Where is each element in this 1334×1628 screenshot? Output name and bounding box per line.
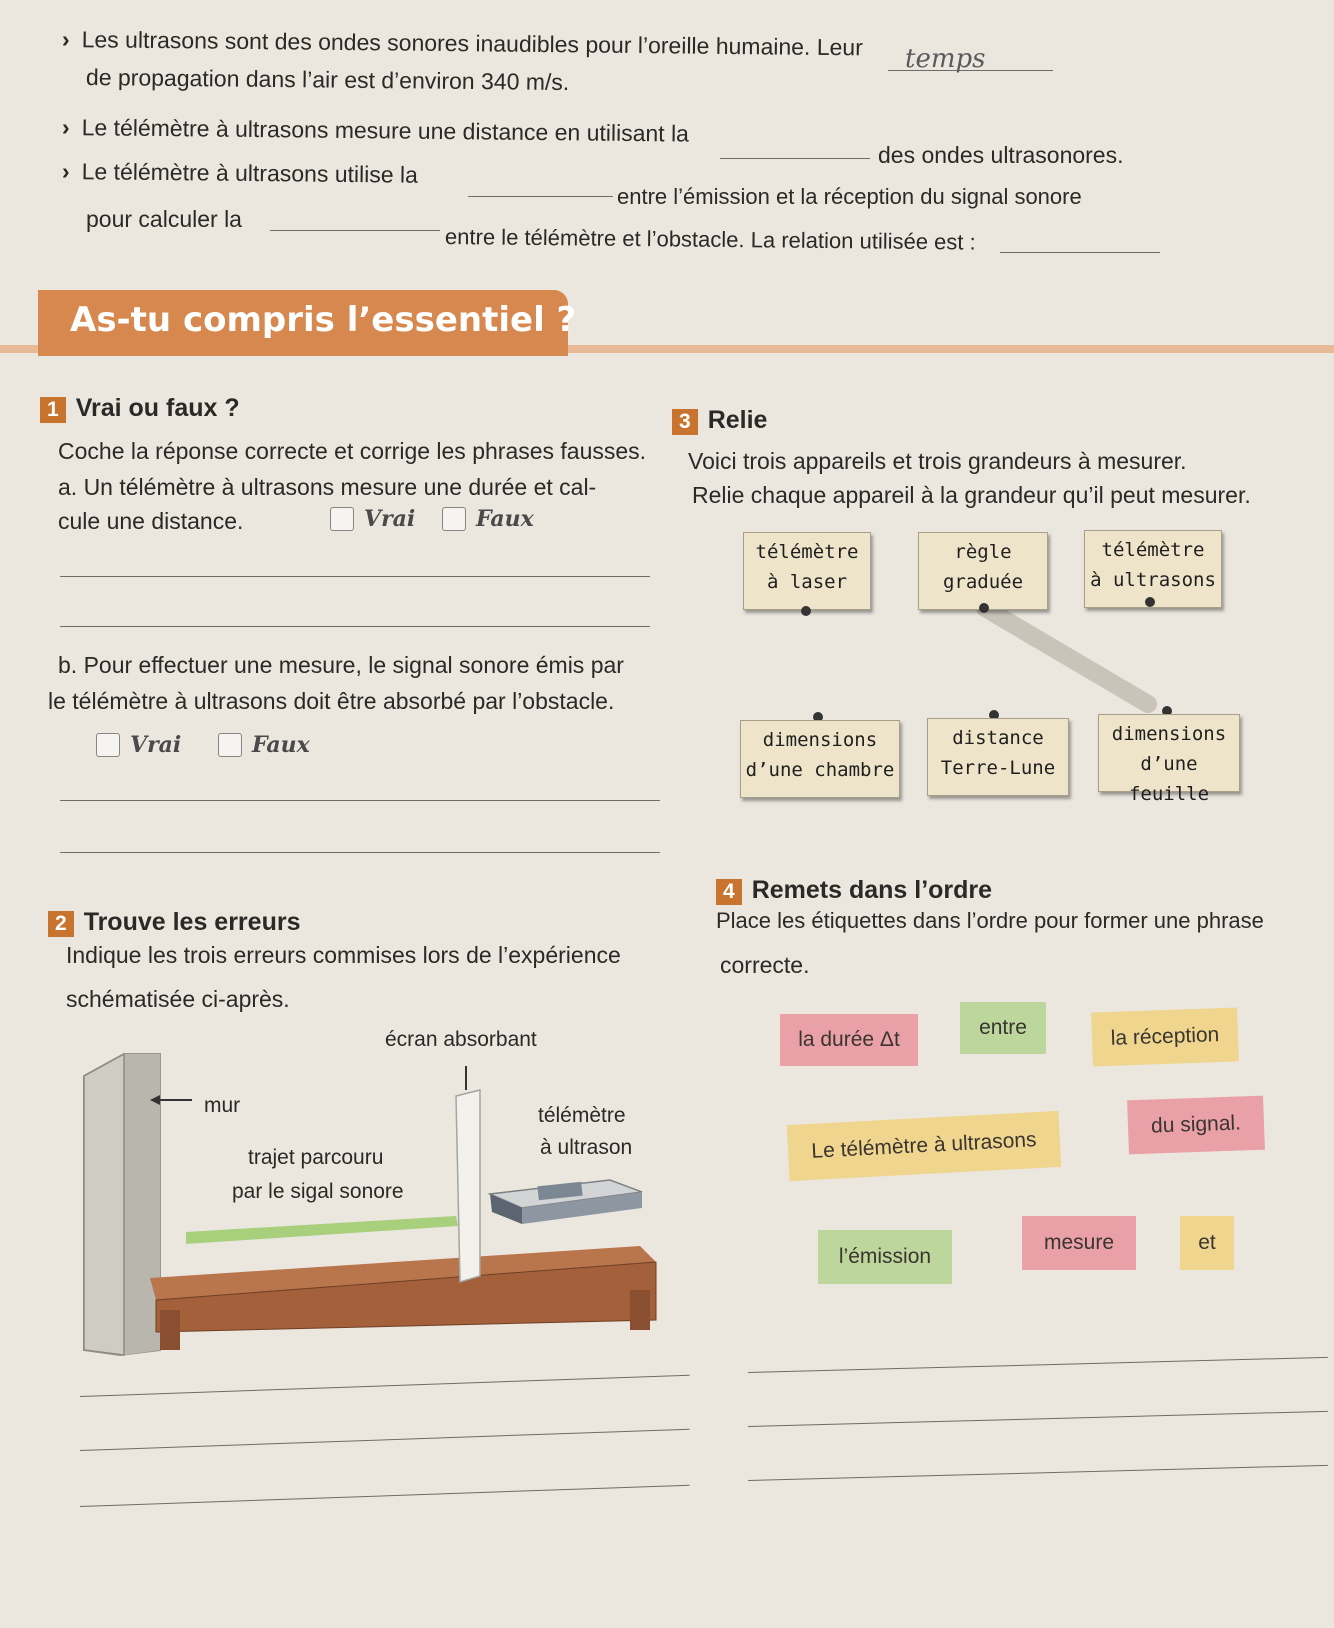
answer-line-ex4-3[interactable] xyxy=(748,1465,1328,1481)
intro-text: Le télémètre à ultrasons mesure une distance en utilisant la xyxy=(81,114,690,147)
ex1-title-text: Vrai ou faux ? xyxy=(75,394,240,422)
quantity-card-chambre[interactable] xyxy=(740,720,900,798)
card-line: à ultrasons xyxy=(1090,569,1216,591)
handwritten-answer: temps xyxy=(905,44,986,74)
card-line: graduée xyxy=(942,571,1024,593)
tag-du-signal[interactable]: du signal. xyxy=(1127,1096,1265,1155)
device-card-regle[interactable] xyxy=(918,532,1048,610)
ex2-instr-1: Indique les trois erreurs commises lors de l’expérience xyxy=(66,942,621,968)
label-trajet-1: trajet parcouru xyxy=(248,1146,384,1169)
answer-line-b1[interactable] xyxy=(60,800,660,801)
vrai-label: Vrai xyxy=(130,732,182,758)
tag-et[interactable]: et xyxy=(1180,1216,1234,1270)
card-line: distance xyxy=(952,727,1044,749)
ex4-title xyxy=(716,876,992,905)
ex1-a-line1: a. Un télémètre à ultrasons mesure une durée et cal- xyxy=(58,474,597,500)
ex1-b-line2: le télémètre à ultrasons doit être absorbé par l’obstacle. xyxy=(48,688,615,714)
ex4-number: 4 xyxy=(716,879,742,905)
label-telemetre-1: télémètre xyxy=(538,1104,626,1127)
intro-text: Le télémètre à ultrasons utilise la xyxy=(81,158,419,188)
answer-line-ex2-3[interactable] xyxy=(80,1485,690,1507)
device-card-telemetre-ultrasons[interactable] xyxy=(1084,530,1222,608)
ex3-title-text: Relie xyxy=(707,406,768,434)
card-line: télémètre xyxy=(755,541,859,563)
card-line: d’une chambre xyxy=(745,759,895,781)
intro-text: Les ultrasons sont des ondes sonores inaudibles pour l’oreille humaine. Leur xyxy=(81,26,863,61)
answer-line-ex4-2[interactable] xyxy=(748,1411,1328,1427)
tag-la-reception[interactable]: la réception xyxy=(1091,1007,1239,1066)
device-card-telemetre-laser[interactable] xyxy=(743,532,871,610)
tag-entre[interactable]: entre xyxy=(960,1002,1046,1054)
ex4-instr-1: Place les étiquettes dans l’ordre pour former une phrase xyxy=(716,908,1264,933)
card-line: Terre-Lune xyxy=(940,757,1056,779)
tag-l-emission[interactable]: l’émission xyxy=(818,1230,952,1284)
vrai-label: Vrai xyxy=(364,506,416,532)
tag-mesure[interactable]: mesure xyxy=(1022,1216,1136,1270)
connector-dot[interactable] xyxy=(1145,597,1155,607)
chevron-icon: › xyxy=(61,26,70,53)
label-mur: mur xyxy=(204,1094,241,1117)
card-line: télémètre xyxy=(1101,539,1205,561)
intro-line-2: de propagation dans l’air est d’environ 340 m/s. xyxy=(85,64,570,96)
intro-line-5a: pour calculer la xyxy=(86,206,242,232)
ex2-number: 2 xyxy=(48,911,74,937)
ex3-instr-2: Relie chaque appareil à la grandeur qu’il peut mesurer. xyxy=(692,482,1251,508)
connector-dot[interactable] xyxy=(979,603,989,613)
intro-line-5b: entre le télémètre et l’obstacle. La relation utilisée est : xyxy=(444,224,976,255)
ex2-title xyxy=(48,908,300,937)
ex1-b-line1: b. Pour effectuer une mesure, le signal sonore émis par xyxy=(58,652,624,678)
ex2-instr-2: schématisée ci-après. xyxy=(66,986,290,1012)
tag-le-telemetre[interactable]: Le télémètre à ultrasons xyxy=(787,1111,1062,1181)
connector-dot[interactable] xyxy=(801,606,811,616)
faux-label: Faux xyxy=(476,506,534,532)
label-trajet-2: par le sigal sonore xyxy=(232,1180,404,1203)
answer-line-b2[interactable] xyxy=(60,852,660,853)
card-line: à laser xyxy=(766,571,848,593)
card-line: dimensions xyxy=(1111,723,1227,745)
card-line: d’une feuille xyxy=(1128,753,1210,805)
card-line: dimensions xyxy=(762,729,878,751)
ecran-absorbant-shape xyxy=(456,1090,480,1282)
faux-label: Faux xyxy=(252,732,310,758)
relie-link-line xyxy=(0,0,1334,800)
ex3-number: 3 xyxy=(672,409,698,435)
card-line: règle xyxy=(954,541,1012,563)
label-telemetre-2: à ultrason xyxy=(540,1136,633,1159)
ex4-title-text: Remets dans l’ordre xyxy=(751,876,993,904)
ex2-title-text: Trouve les erreurs xyxy=(83,908,301,936)
table-leg-right xyxy=(630,1290,650,1330)
ex1-number: 1 xyxy=(40,397,66,423)
chevron-icon: › xyxy=(61,114,70,141)
sound-path xyxy=(186,1216,458,1244)
tag-la-duree[interactable]: la durée Δt xyxy=(780,1014,918,1066)
section-title: As-tu compris l’essentiel ? xyxy=(70,300,577,340)
answer-line-ex2-2[interactable] xyxy=(80,1429,690,1451)
ex3-instr-1: Voici trois appareils et trois grandeurs à mesurer. xyxy=(688,448,1187,474)
intro-line-4b: entre l’émission et la réception du signal sonore xyxy=(617,184,1082,209)
table-leg-left xyxy=(160,1310,180,1350)
intro-line-3b: des ondes ultrasonores. xyxy=(878,142,1124,168)
label-ecran: écran absorbant xyxy=(385,1028,537,1051)
chevron-icon: › xyxy=(61,158,70,185)
ex4-instr-2: correcte. xyxy=(720,952,810,978)
answer-line-ex4-1[interactable] xyxy=(748,1357,1328,1373)
ex1-a-line2: cule une distance. xyxy=(58,508,244,534)
quantity-card-feuille[interactable] xyxy=(1098,714,1240,805)
answer-line-ex2-1[interactable] xyxy=(80,1375,690,1397)
wall-front xyxy=(84,1054,124,1355)
quantity-card-terre-lune[interactable] xyxy=(927,718,1069,796)
ex1-instruction: Coche la réponse correcte et corrige les phrases fausses. xyxy=(58,438,647,464)
